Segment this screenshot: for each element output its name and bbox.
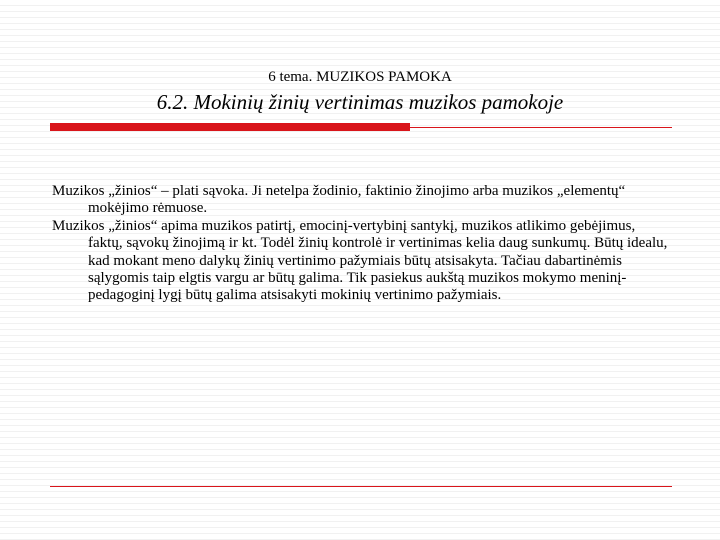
topic-heading	[0, 68, 720, 86]
slide-title: 6.2. Mokinių žinių vertinimas muzikos pamokoje	[156, 90, 564, 114]
title-underline-thin	[410, 127, 672, 128]
footer-rule	[50, 486, 672, 487]
title-underline	[50, 123, 672, 132]
title-underline-thick	[50, 123, 410, 131]
slide-body	[52, 183, 672, 305]
paragraph-2: Muzikos „žinios“ apima muzikos patirtį, emocinį-vertybinį santykį, muzikos atlikimo gebėjimus, faktų, sąvokų žinojimą ir kt. Todėl žinių kontrolė ir vertinimas kelia daug sunkumų. Būtų idealu, kad mokant meno dalykų žinių vertinimo pažymiais būtų atsisakyta. Tačiau dabartinėmis sąlygomis taip elgtis vargu ar būtų galima. Tik pasiekus aukštą muzikos mokymo meninį-pedagoginį lygį būtų galima atsisakyti mokinių vertinimo pažymiais.	[52, 217, 668, 304]
topic-text: 6 tema. MUZIKOS PAMOKA	[268, 69, 452, 85]
paragraph-1: Muzikos „žinios“ – plati sąvoka. Ji netelpa žodinio, faktinio žinojimo arba muzikos „elementų“ mokėjimo rėmuose.	[52, 183, 626, 217]
